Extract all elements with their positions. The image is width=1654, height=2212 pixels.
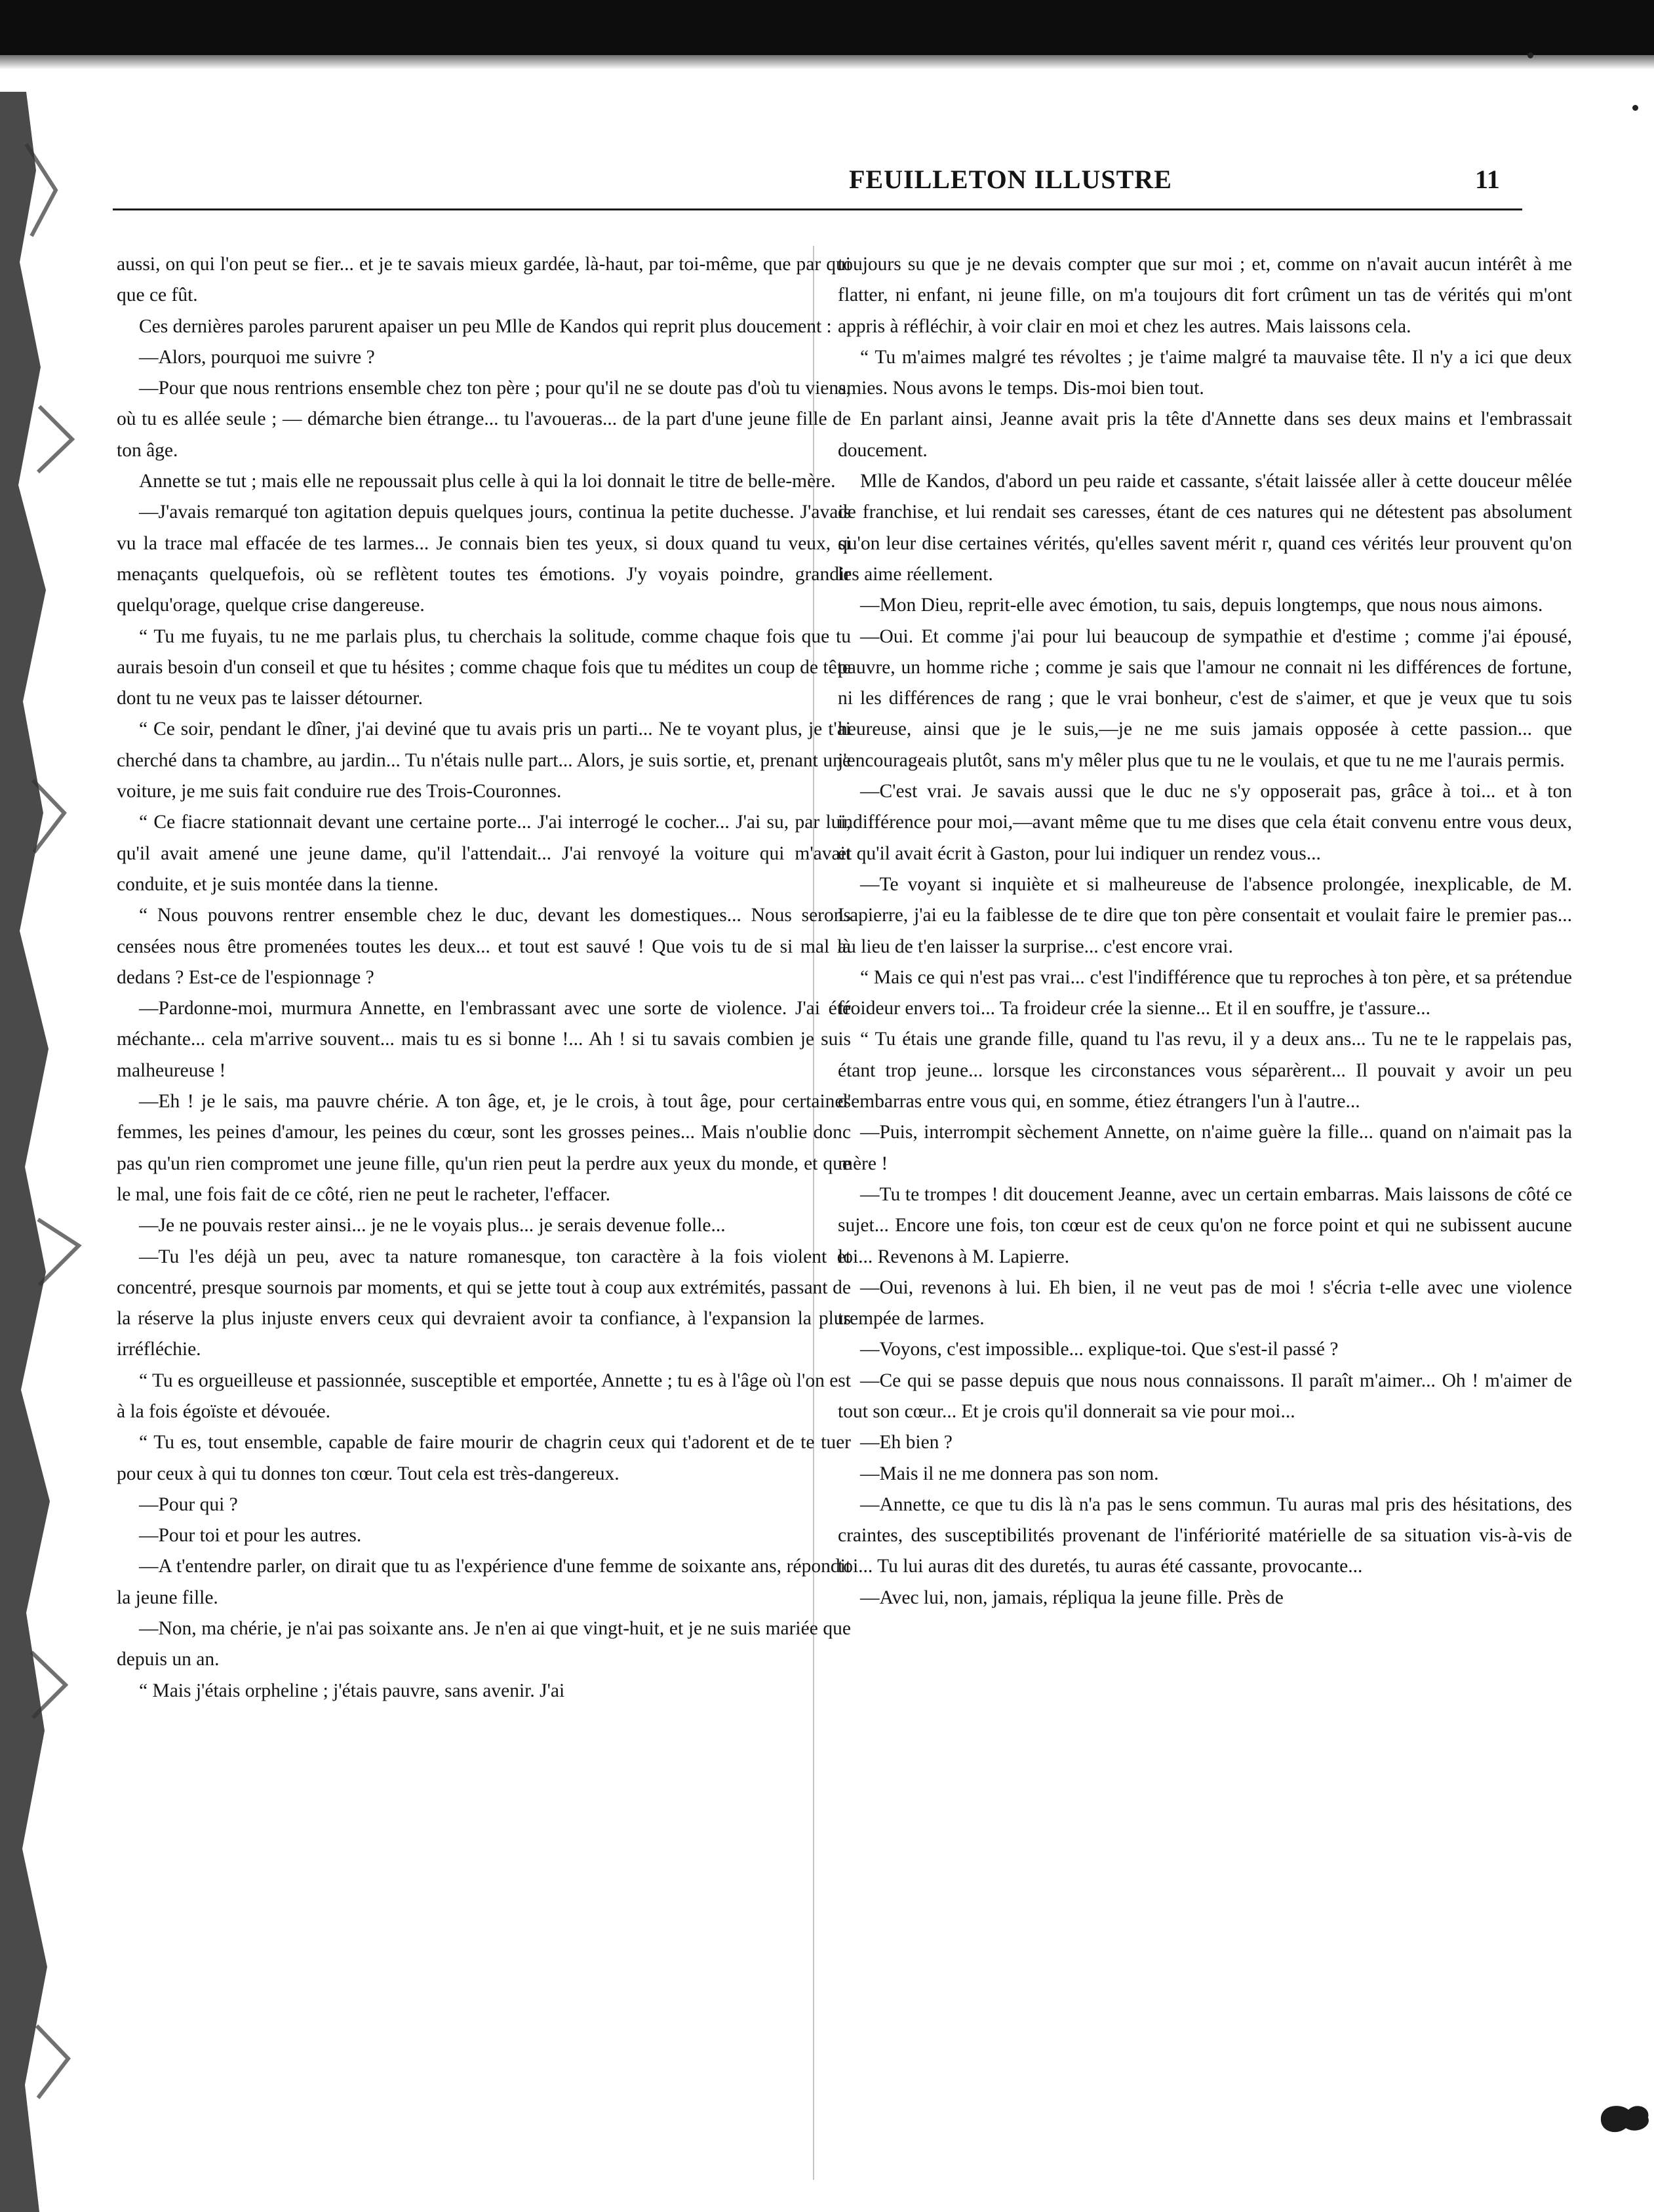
paragraph: —Eh bien ?: [860, 1432, 953, 1453]
paragraph: —Pour que nous rentrions ensemble chez ton père ; pour qu'il ne se doute pas d'où tu viens, où tu es allée seule ; — démarche bien étrange... tu l'avoueras... de la part d'une jeune fille de ton âge.: [117, 378, 851, 461]
paragraph: —Avec lui, non, jamais, répliqua la jeune fille. Près de: [860, 1587, 1284, 1608]
paragraph: —Puis, interrompit sèchement Annette, on n'aime guère la fille... quand on n'aimait pas la mère !: [838, 1122, 1572, 1174]
paragraph: —Pour qui ?: [139, 1493, 238, 1515]
paragraph: “ Tu étais une grande fille, quand tu l'as revu, il y a deux ans... Tu ne te le rappelais pas, étant trop jeune... lorsque les circonstances vous séparèrent... Il pouvait y avoir un peu d'embarras entre vous qui, en somme, étiez étrangers l'un à l'autre...: [838, 1029, 1572, 1113]
paragraph: Annette se tut ; mais elle ne repoussait plus celle à qui la loi donnait le titre de belle-mère.: [139, 471, 836, 492]
paragraph: toujours su que je ne devais compter que sur moi ; et, comme on n'avait aucun intérêt à me flatter, ni enfant, ni jeune fille, on m'a toujours dit fort crûment un tas de vérités qui m'ont appris à réfléchir, à voir clair en moi et chez les autres. Mais laissons cela.: [838, 254, 1572, 337]
paragraph: “ Ce soir, pendant le dîner, j'ai deviné que tu avais pris un parti... Ne te voyant plus, je t'ai cherché dans ta chambre, au jardin... Tu n'étais nulle part... Alors, je suis sortie, et, prenant une voiture, je me suis fait conduire rue des Trois-Couronnes.: [117, 719, 851, 802]
paragraph: —Mais il ne me donnera pas son nom.: [860, 1463, 1159, 1484]
paragraph: En parlant ainsi, Jeanne avait pris la tête d'Annette dans ses deux mains et l'embrassait doucement.: [838, 408, 1572, 461]
paragraph: Ces dernières paroles parurent apaiser un peu Mlle de Kandos qui reprit plus doucement :: [139, 315, 832, 337]
paragraph: Mlle de Kandos, d'abord un peu raide et cassante, s'était laissée aller à cette douceur mêlée de franchise, et lui rendait ses caresses, étant de ces natures qui ne détestent pas absolument qu'on leur dise certaines vérités, qu'elles savent mérit r, quand ces vérités leur prouvent qu'on les aime réellement.: [838, 471, 1572, 585]
torn-edge-artifact: [0, 92, 98, 2212]
paragraph: —Non, ma chérie, je n'ai pas soixante ans. Je n'en ai que vingt-huit, et je ne suis mariée que depuis un an.: [117, 1618, 851, 1670]
paragraph: —Oui. Et comme j'ai pour lui beaucoup de sympathie et d'estime ; comme j'ai épousé, pauvre, un homme riche ; comme je sais que l'amour ne connait ni les différences de fortune, ni les différences de rang ; que le vrai bonheur, c'est de s'aimer, et que je veux que tu sois heureuse, ainsi que je le suis,—je ne me suis jamais opposée à cette passion... que j'encourageais plutôt, sans m'y mêler plus que tu ne le voulais, et que tu ne me l'aurais permis.: [838, 625, 1572, 771]
paragraph: —Voyons, c'est impossible... explique-toi. Que s'est-il passé ?: [860, 1339, 1339, 1360]
running-title: FEUILLETON ILLUSTRE: [849, 165, 1172, 194]
paragraph: —Pardonne-moi, murmura Annette, en l'embrassant avec une sorte de violence. J'ai été méchante... cela m'arrive souvent... mais tu es si bonne !... Ah ! si tu savais combien je suis malheureuse !: [117, 998, 851, 1081]
right-column: [838, 249, 1572, 1613]
paragraph: —A t'entendre parler, on dirait que tu as l'expérience d'une femme de soixante ans, répondit la jeune fille.: [117, 1556, 851, 1608]
paragraph: —Ce qui se passe depuis que nous nous connaissons. Il paraît m'aimer... Oh ! m'aimer de tout son cœur... Et je crois qu'il donnerait sa vie pour moi...: [838, 1370, 1572, 1422]
paragraph: “ Tu es, tout ensemble, capable de faire mourir de chagrin ceux qui t'adorent et de te tuer pour ceux à qui tu donnes ton cœur. Tout cela est très-dangereux.: [117, 1432, 851, 1484]
left-column: [117, 249, 851, 1707]
paragraph: “ Mais j'étais orpheline ; j'étais pauvre, sans avenir. J'ai: [139, 1680, 565, 1701]
paragraph: —Je ne pouvais rester ainsi... je ne le voyais plus... je serais devenue folle...: [139, 1215, 726, 1236]
page-header: [0, 164, 1654, 210]
ink-speck: [1527, 52, 1533, 58]
paragraph: “ Mais ce qui n'est pas vrai... c'est l'indifférence que tu reproches à ton père, et sa prétendue froideur envers toi... Ta froideur crée la sienne... Et il en souffre, je t'assure...: [838, 966, 1572, 1019]
paragraph: —Alors, pourquoi me suivre ?: [139, 346, 375, 368]
paragraph: —Annette, ce que tu dis là n'a pas le sens commun. Tu auras mal pris des hésitations, des craintes, des susceptibilités provenant de l'infériorité matérielle de sa situation vis-à-vis de toi... Tu lui auras dit des duretés, tu auras été cassante, provocante...: [838, 1493, 1572, 1577]
left-torn-edge: [0, 92, 98, 2212]
page-number: 11: [1475, 165, 1500, 194]
paragraph: —Tu l'es déjà un peu, avec ta nature romanesque, ton caractère à la fois violent et concentré, presque sournois par moments, et qui se jette tout à coup aux extrémités, passant de la réserve la plus injuste envers ceux qui devraient avoir ta confiance, à l'expansion la plus irréfléchie.: [117, 1246, 851, 1360]
paragraph: —Eh ! je le sais, ma pauvre chérie. A ton âge, et, je le crois, à tout âge, pour certaines femmes, les peines d'amour, les peines du cœur, sont les grosses peines... Mais n'oublie donc pas qu'un rien compromet une jeune fille, qu'un rien peut la perdre aux yeux du monde, et que le mal, une fois fait de ce côté, rien ne peut le racheter, l'effacer.: [117, 1091, 851, 1205]
paragraph: —J'avais remarqué ton agitation depuis quelques jours, continua la petite duchesse. J'avais vu la trace mal effacée de tes larmes... Je connais bien tes yeux, si doux quand tu veux, si menaçants quelquefois, où se reflètent toutes tes émotions. J'y voyais poindre, grandir quelqu'orage, quelque crise dangereuse.: [117, 502, 851, 616]
ink-blot: [1594, 2098, 1653, 2137]
paragraph: —Oui, revenons à lui. Eh bien, il ne veut pas de moi ! s'écria t-elle avec une violence trempée de larmes.: [838, 1276, 1572, 1330]
paragraph: “ Tu m'aimes malgré tes révoltes ; je t'aime malgré ta mauvaise tête. Il n'y a ici que deux amies. Nous avons le temps. Dis-moi bien tout.: [838, 346, 1572, 399]
paragraph: —Pour toi et pour les autres.: [139, 1525, 362, 1547]
paragraph: —C'est vrai. Je savais aussi que le duc ne s'y opposerait pas, grâce à toi... et à ton indifférence pour moi,—avant même que tu me dises que cela était convenu entre vous deux, et qu'il avait écrit à Gaston, pour lui indiquer un rendez vous...: [838, 781, 1572, 864]
paragraph: —Mon Dieu, reprit-elle avec émotion, tu sais, depuis longtemps, que nous nous aimons.: [860, 595, 1543, 616]
header-rule: [113, 208, 1522, 210]
paragraph: —Tu te trompes ! dit doucement Jeanne, avec un certain embarras. Mais laissons de côté ce sujet... Encore une fois, ton cœur est de ceux qu'on ne force point et qui ne subissent aucune loi... Revenons à M. Lapierre.: [838, 1183, 1572, 1267]
paragraph: —Te voyant si inquiète et si malheureuse de l'absence prolongée, inexplicable, de M. Lapierre, j'ai eu la faiblesse de te dire que ton père consentait et voulait faire le premier pas... au lieu de t'en laisser la surprise... c'est encore vrai.: [838, 873, 1572, 957]
ink-speck: [1632, 105, 1638, 111]
paragraph: aussi, on qui l'on peut se fier... et je te savais mieux gardée, là-haut, par toi-même, que par qui que ce fût.: [117, 254, 851, 306]
paragraph: “ Tu me fuyais, tu ne me parlais plus, tu cherchais la solitude, comme chaque fois que tu aurais besoin d'un conseil et que tu hésites ; comme chaque fois que tu médites un coup de tête dont tu ne veux pas te laisser détourner.: [117, 625, 851, 709]
paragraph: “ Ce fiacre stationnait devant une certaine porte... J'ai interrogé le cocher... J'ai su, par lui, qu'il avait amené une jeune dame, qu'il l'attendait... J'ai renvoyé la voiture qui m'avait conduite, et je suis montée dans la tienne.: [117, 812, 851, 895]
paragraph: “ Tu es orgueilleuse et passionnée, susceptible et emportée, Annette ; tu es à l'âge où l'on est à la fois égoïste et dévouée.: [117, 1370, 851, 1422]
paragraph: “ Nous pouvons rentrer ensemble chez le duc, devant les domestiques... Nous serons censées nous être promenées toutes les deux... et tout est sauvé ! Que vois tu de si mal là dedans ? Est-ce de l'espionnage ?: [117, 905, 851, 988]
top-ink-band: [0, 0, 1654, 55]
